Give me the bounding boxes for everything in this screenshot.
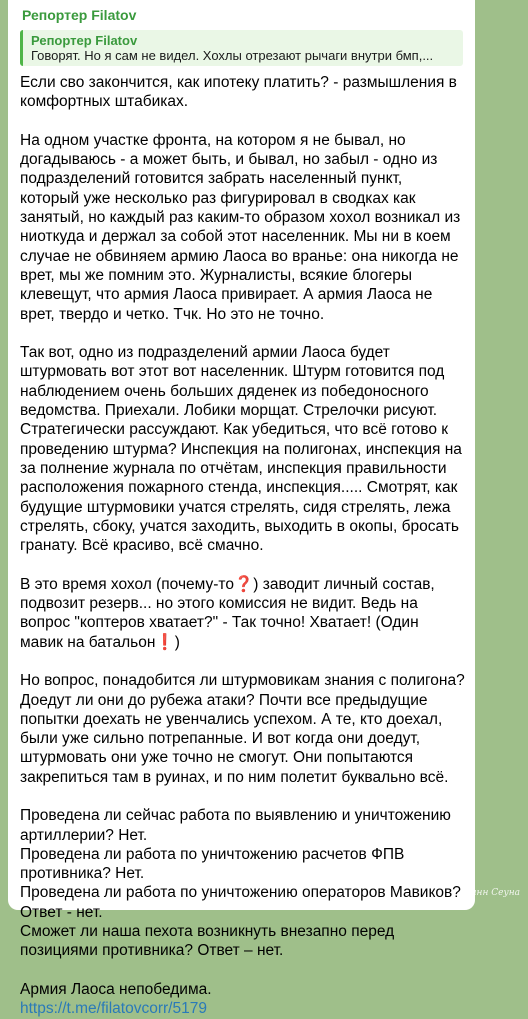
sender-name[interactable]: Репортер Filatov [22,7,137,23]
watermark: Хинн Сеуна [464,888,520,898]
closing-line: Армия Лаоса непобедима. [20,980,212,998]
question-line: Проведена ли сейчас работа по выявлению и уничтожению артиллерии? Нет. [20,807,451,844]
paragraph-4-part-b: ) заводит личный состав, подвозит резерв... но этого комиссия не видит. Ведь на вопрос "коптеров хватает?" - Так точно! Хватает! (Один мавик на батальон [20,575,435,651]
paragraph-7 [20,980,465,1019]
exclamation-mark-emoji: ❗ [155,633,175,651]
paragraph-4-part-c: ) [174,633,180,651]
paragraph-4 [20,575,465,652]
question-mark-emoji: ❓ [233,575,254,593]
message-bubble [8,0,475,1018]
reply-text: Говорят. Но я сам не видел. Хохлы отрезают рычаги внутри бмп,... [31,48,434,63]
reply-quote[interactable] [20,30,463,66]
paragraph-2: На одном участке фронта, на котором я не бывал, но догадываюсь - а может быть, и бывал, но забыл - одно из подразделений готовится забрать населенный пункт, который уже несколько раз фигурировал в сводках как занятый, но каждый раз каким-то образом хохол возникал из ниоткуда и держал за собой этот населенник. Мы ни в коем случае не обвиняем армию Лаоса во вранье: она никогда не врет, мы же помним это. Журналисты, всякие блогеры клевещут, что армия Лаоса привирает. А армия Лаоса не врет, твердо и четко. Тчк. Но это не точно. [20,131,461,323]
paragraph-4-part-a: В это время хохол (почему-то [20,575,234,593]
message-text [20,73,465,1019]
paragraph-5: Но вопрос, понадобится ли штурмовикам знания с полигона? Доедут ли они до рубежа атаки? Почти все предыдущие попытки доехать не увенчались успехом. А те, кто доехал, были уже сильно потрепанные. И вот когда они доедут, штурмовать они уже точно не смогут. Они попытаются закрепиться там в руинах, и по ним полетит буквально всё. [20,672,465,786]
paragraph-6 [20,806,465,960]
reply-author: Репортер Filatov [31,33,138,48]
question-line: Проведена ли работа по уничтожению операторов Мавиков? Ответ - нет. [20,884,461,921]
paragraph-3: Так вот, одно из подразделений армии Лаоса будет штурмовать вот этот вот населенник. Штурм готовится под наблюдением очень больших дяденек из победоносного ведомства. Приехали. Лобики морщат. Стрелочки рисуют. Стратегически рассуждают. Как убедиться, что всё готово к проведению штурма? Инспекция на полигонах, инспекция на за полнение журнала по отчётам, инспекция правильности расположения пожарного стенда, инспекция..... Смотрят, как будущие штурмовики учатся стрелять, сидя стрелять, лежа стрелять, сбоку, учатся заходить, выходить в окопы, бросать гранату. Всё красиво, всё смачно. [20,344,462,555]
question-line: Сможет ли наша пехота возникнуть внезапно перед позициями противника? Ответ – нет. [20,923,395,960]
paragraph-1: Если сво закончится, как ипотеку платить? - размышления в комфортных штабиках. [20,74,457,111]
question-line: Проведена ли работа по уничтожению расчетов ФПВ противника? Нет. [20,845,405,883]
post-link[interactable]: https://t.me/filatovcorr/5179 [20,1000,207,1018]
